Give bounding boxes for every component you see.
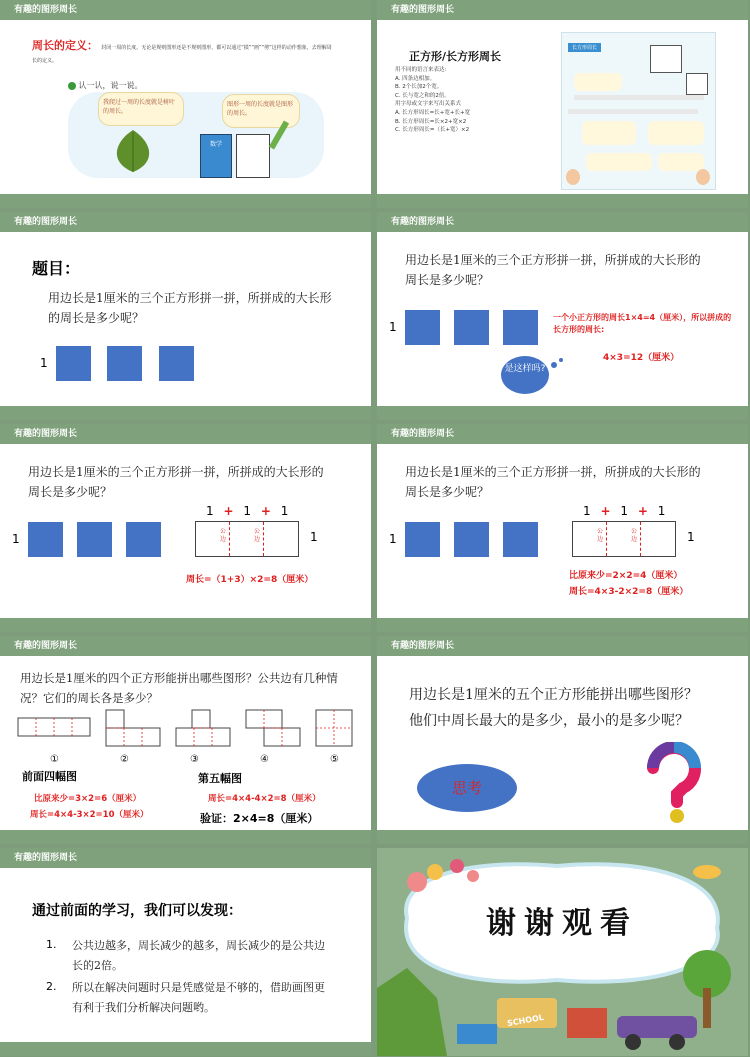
perimeter-result: 周长=4×3-2×2=8（厘米） bbox=[569, 587, 689, 597]
shape-number: ⑤ bbox=[330, 754, 339, 765]
conclusion-item: 公共边越多，周长减少的越多，周长减少的是公共边长的2倍。 bbox=[72, 939, 325, 972]
combined-rectangle bbox=[195, 521, 299, 557]
header-title: 有趣的图形周长 bbox=[391, 217, 455, 227]
header-title: 有趣的图形周长 bbox=[391, 429, 455, 439]
top-label bbox=[206, 504, 288, 518]
blue-square bbox=[107, 346, 142, 381]
book-label: 数学 bbox=[209, 141, 222, 148]
slide-footer bbox=[377, 194, 748, 208]
side-length: 1 bbox=[389, 532, 397, 546]
reduction-result: 比原来少=2×2=4（厘米） bbox=[569, 571, 683, 581]
shape-number: ④ bbox=[260, 754, 269, 765]
formula-line: B. 长方形周长=长×2+宽×2 bbox=[395, 118, 467, 125]
question-mark-icon bbox=[639, 742, 709, 826]
image-title: 长方形周长 bbox=[568, 43, 601, 52]
top-label-num: 1 bbox=[206, 504, 214, 518]
blue-square bbox=[28, 522, 63, 557]
top-label-plus: + bbox=[223, 504, 234, 518]
blue-square bbox=[405, 310, 440, 345]
slide-footer bbox=[377, 618, 748, 632]
question-text: 用边长是1厘米的三个正方形拼一拼，所拼成的大长形的周长是多少呢？ bbox=[28, 465, 324, 499]
slide-8[interactable] bbox=[377, 636, 748, 844]
top-label-num: 1 bbox=[620, 504, 628, 518]
formula-bar bbox=[574, 95, 704, 100]
left-title: 前面四幅图 bbox=[22, 770, 77, 783]
slide-header bbox=[0, 212, 371, 232]
girl-icon bbox=[566, 169, 580, 185]
school-sign: SCHOOL bbox=[506, 1012, 545, 1029]
question-text: 用边长是1厘米的三个正方形拼一拼，所拼成的大长形的周长是多少呢？ bbox=[48, 291, 332, 325]
textbook-image bbox=[561, 32, 716, 190]
blue-square bbox=[405, 522, 440, 557]
blue-square bbox=[159, 346, 194, 381]
slide-3[interactable] bbox=[0, 212, 371, 420]
slide-1[interactable] bbox=[0, 0, 371, 208]
item-number: 2. bbox=[46, 980, 57, 993]
slide-header bbox=[0, 0, 371, 20]
conclusion-item: 所以在解决问题时只是凭感觉是不够的，借助画图更有利于我们分析解决问题哟。 bbox=[72, 981, 325, 1014]
bubble-left: 我爬过一周的长度就是树叶的周长。 bbox=[98, 92, 184, 126]
note-bubble bbox=[586, 153, 652, 171]
item-number: 1. bbox=[46, 938, 57, 951]
blue-square bbox=[503, 522, 538, 557]
question-text: 用边长是1厘米的三个正方形拼一拼，所拼成的大长形的周长是多少呢？ bbox=[405, 253, 701, 287]
slide-header bbox=[0, 848, 371, 868]
side-length: 1 bbox=[40, 356, 48, 370]
slide-2[interactable] bbox=[377, 0, 748, 208]
slide-4[interactable] bbox=[377, 212, 748, 420]
header-title: 有趣的图形周长 bbox=[14, 641, 78, 651]
formula-line: C. 长与宽之和的2倍。 bbox=[395, 92, 450, 99]
slide-header bbox=[0, 424, 371, 444]
top-label-num: 1 bbox=[583, 504, 591, 518]
right-side-length: 1 bbox=[310, 530, 318, 544]
slide-5[interactable] bbox=[0, 424, 371, 632]
right-title: 第五幅图 bbox=[198, 772, 242, 785]
slide-title: 正方形/长方形周长 bbox=[409, 50, 502, 63]
shape-number: ③ bbox=[190, 754, 199, 765]
tetromino-shapes bbox=[0, 706, 371, 754]
top-label bbox=[583, 504, 665, 518]
left-reduction: 比原来少=3×2=6（厘米） bbox=[34, 794, 142, 804]
note-bubble bbox=[574, 73, 622, 91]
perimeter-result: 周长=（1+3）×2=8（厘米） bbox=[186, 575, 314, 585]
header-title: 有趣的图形周长 bbox=[14, 853, 78, 863]
formula-line: B. 2个长加2个宽。 bbox=[395, 84, 443, 91]
slide-footer bbox=[377, 406, 748, 420]
blue-square bbox=[126, 522, 161, 557]
blue-square bbox=[503, 310, 538, 345]
definition-text: 封闭一周的长度。无论是规则图形还是不规则图形，都可以通过“摸”“画”“剪”这样的动作想象，去理解周长的定义。 bbox=[32, 45, 332, 64]
bubble-dot bbox=[559, 358, 563, 362]
blue-square bbox=[454, 522, 489, 557]
slide-header bbox=[377, 636, 748, 656]
decorative-scene bbox=[377, 848, 748, 1056]
header-title: 有趣的图形周长 bbox=[391, 641, 455, 651]
slide-9[interactable] bbox=[0, 848, 371, 1056]
shared-edge-label: 公边 bbox=[254, 528, 261, 543]
square-figure bbox=[686, 73, 708, 95]
bubble-dot bbox=[551, 362, 557, 368]
slide-header bbox=[377, 424, 748, 444]
thought-bubble: 是这样吗? bbox=[501, 356, 549, 394]
rectangle-outline bbox=[236, 134, 270, 178]
bullet-icon bbox=[68, 82, 76, 90]
header-title: 有趣的图形周长 bbox=[391, 5, 455, 15]
note-bubble bbox=[582, 121, 636, 145]
leaf-icon bbox=[108, 128, 158, 178]
shared-edge-line bbox=[606, 522, 607, 556]
formula-line: A. 长方形周长=长+宽+长+宽 bbox=[395, 109, 471, 116]
question-text: 用边长是1厘米的五个正方形能拼出哪些图形？他们中周长最大的是多少，最小的是多少呢？ bbox=[409, 687, 698, 729]
shared-edge-label: 公边 bbox=[631, 528, 638, 543]
slide-10[interactable] bbox=[377, 848, 748, 1056]
shared-edge-line bbox=[640, 522, 641, 556]
blue-square bbox=[56, 346, 91, 381]
think-bubble: 思考 bbox=[417, 764, 517, 812]
math-book-icon bbox=[200, 134, 232, 178]
rect-figure bbox=[650, 45, 682, 73]
blue-square bbox=[77, 522, 112, 557]
side-length: 1 bbox=[389, 320, 397, 334]
perimeter-note: 一个小正方形的周长1×4=4（厘米），所以拼成的长方形的周长: bbox=[553, 313, 732, 334]
slide-6[interactable] bbox=[377, 424, 748, 632]
top-label-plus: + bbox=[637, 504, 648, 518]
formula-bar bbox=[568, 109, 698, 114]
activity-text: 认一认，说一说。 bbox=[78, 81, 143, 90]
formula-line: A. 四条边相加。 bbox=[395, 75, 436, 82]
note-bubble bbox=[648, 121, 704, 145]
thanks-title: 谢谢观看 bbox=[486, 906, 638, 941]
shared-edge-label: 公边 bbox=[220, 528, 227, 543]
question-text: 用边长是1厘米的四个正方形能拼出哪些图形？公共边有几种情况？它们的周长各是多少？ bbox=[20, 671, 338, 705]
shape-number: ① bbox=[50, 754, 59, 765]
shared-edge-line bbox=[263, 522, 264, 556]
question-text: 用边长是1厘米的三个正方形拼一拼，所拼成的大长形的周长是多少呢？ bbox=[405, 465, 701, 499]
top-label-num: 1 bbox=[243, 504, 251, 518]
formula-list bbox=[395, 66, 545, 135]
formula-line: 用字母或文字来写出关系式 bbox=[395, 101, 462, 108]
slide-footer bbox=[0, 1042, 371, 1056]
verification: 验证：2×4=8（厘米） bbox=[200, 812, 319, 825]
slide-footer bbox=[0, 194, 371, 208]
definition-label: 周长的定义： bbox=[32, 39, 98, 52]
slide-7[interactable] bbox=[0, 636, 371, 844]
top-label-num: 1 bbox=[657, 504, 666, 518]
shape-number: ② bbox=[120, 754, 129, 765]
slide-header bbox=[377, 212, 748, 232]
perimeter-result: 4×3=12（厘米） bbox=[603, 353, 680, 363]
slide-header bbox=[0, 636, 371, 656]
formula-line: C. 长方形周长=（长+宽）×2 bbox=[395, 127, 470, 134]
bubble-right: 图形一周的长度就是图形的周长。 bbox=[222, 94, 300, 128]
combined-rectangle bbox=[572, 521, 676, 557]
header-title: 有趣的图形周长 bbox=[14, 5, 78, 15]
slide-footer bbox=[377, 830, 748, 844]
formula-line: 用不同的语言来表达: bbox=[395, 67, 447, 73]
shared-edge-label: 公边 bbox=[597, 528, 604, 543]
definition bbox=[32, 40, 332, 67]
top-label-plus: + bbox=[600, 504, 611, 518]
right-side-length: 1 bbox=[687, 530, 695, 544]
blue-square bbox=[454, 310, 489, 345]
side-length: 1 bbox=[12, 532, 20, 546]
slide-header bbox=[377, 0, 748, 20]
header-title: 有趣的图形周长 bbox=[14, 429, 78, 439]
activity-row bbox=[68, 80, 143, 91]
question-label: 题目： bbox=[32, 259, 81, 278]
left-perimeter: 周长=4×4-3×2=10（厘米） bbox=[30, 810, 149, 820]
boy-icon bbox=[696, 169, 710, 185]
top-label-plus: + bbox=[260, 504, 271, 518]
shared-edge-line bbox=[229, 522, 230, 556]
slide-footer bbox=[0, 406, 371, 420]
slide-footer bbox=[0, 830, 371, 844]
slide-footer bbox=[0, 618, 371, 632]
conclusion-title: 通过前面的学习，我们可以发现： bbox=[32, 903, 242, 919]
right-perimeter: 周长=4×4-4×2=8（厘米） bbox=[208, 794, 321, 804]
top-label-num: 1 bbox=[280, 504, 289, 518]
note-bubble bbox=[658, 153, 704, 171]
header-title: 有趣的图形周长 bbox=[14, 217, 78, 227]
